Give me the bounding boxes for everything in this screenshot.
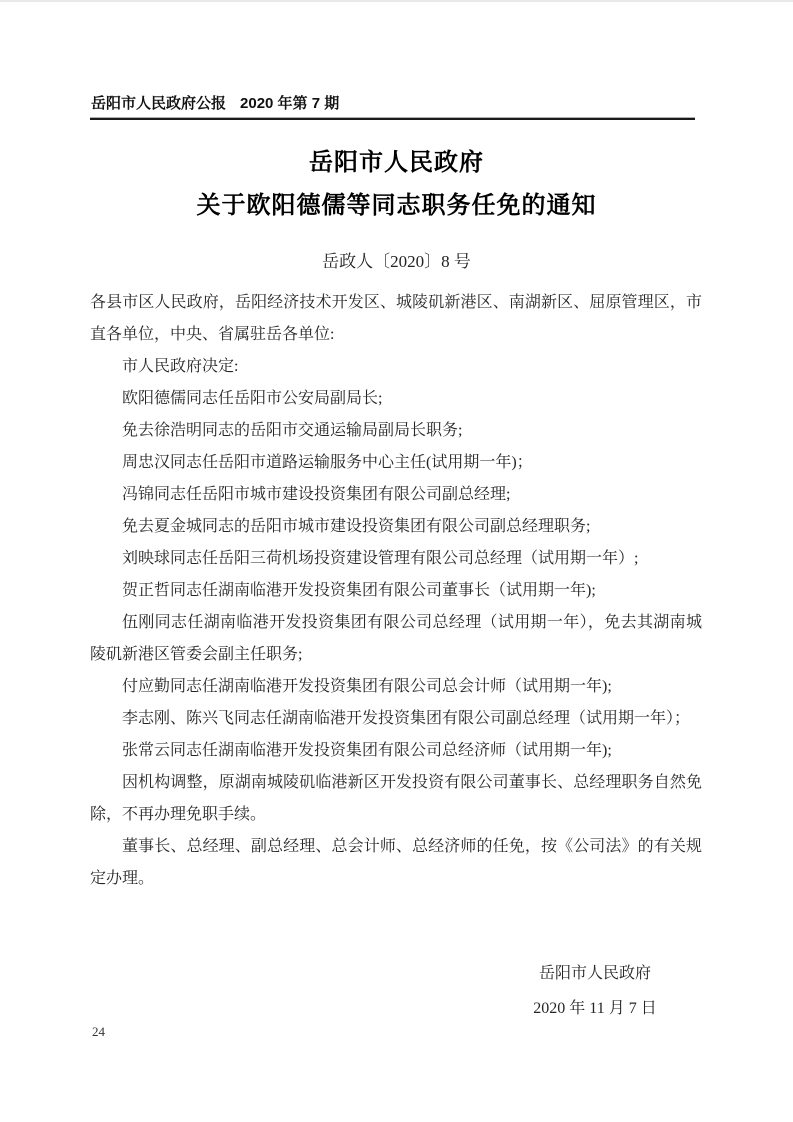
body-paragraph-appointment: 伍刚同志任湖南临港开发投资集团有限公司总经理（试用期一年），免去其湖南城陵矶新港区管委会副主任职务; bbox=[90, 614, 702, 663]
body-paragraph-appointment: 贺正哲同志任湖南临港开发投资集团有限公司董事长（试用期一年); bbox=[122, 582, 596, 599]
signature-block bbox=[470, 958, 720, 1025]
body-paragraph-appointment: 刘映球同志任岳阳三荷机场投资建设管理有限公司总经理（试用期一年）; bbox=[122, 550, 639, 567]
body-paragraph-appointment: 免去夏金城同志的岳阳市城市建设投资集团有限公司副总经理职务; bbox=[122, 518, 591, 535]
document-title-line1: 岳阳市人民政府 bbox=[309, 150, 484, 176]
body-paragraph-appointment: 李志刚、陈兴飞同志任湖南临港开发投资集团有限公司副总经理（试用期一年）； bbox=[122, 710, 691, 727]
body-paragraph-adjustment-note: 因机构调整，原湖南城陵矶临港新区开发投资有限公司董事长、总经理职务自然免除，不再办理免职手续。 bbox=[90, 774, 702, 823]
body-paragraph-appointment: 张常云同志任湖南临港开发投资集团有限公司总经济师（试用期一年); bbox=[122, 742, 612, 759]
page-number: 24 bbox=[92, 1024, 105, 1039]
gazette-issue: 2020 年第 7 期 bbox=[240, 95, 340, 112]
document-title bbox=[0, 142, 793, 228]
document-title-line2: 关于欧阳德儒等同志职务任免的通知 bbox=[196, 193, 597, 219]
document-body bbox=[90, 287, 702, 895]
document-number: 岳政人〔2020〕8 号 bbox=[322, 252, 471, 271]
signature-date: 2020 年 11 月 7 日 bbox=[533, 1000, 657, 1017]
body-paragraph-appointment: 免去徐浩明同志的岳阳市交通运输局副局长职务; bbox=[122, 422, 463, 439]
page-header bbox=[91, 95, 339, 112]
body-paragraph-appointment: 冯锦同志任岳阳市城市建设投资集团有限公司副总经理; bbox=[122, 486, 511, 503]
body-paragraph-company-law-note: 董事长、总经理、副总经理、总会计师、总经济师的任免，按《公司法》的有关规定办理。 bbox=[90, 838, 702, 887]
body-paragraph-decision: 市人民政府决定: bbox=[122, 358, 239, 375]
gazette-title: 岳阳市人民政府公报 bbox=[91, 95, 227, 112]
body-paragraph-appointment: 付应勤同志任湖南临港开发投资集团有限公司总会计师（试用期一年); bbox=[122, 678, 612, 695]
scan-edge-artifact bbox=[0, 0, 793, 2]
body-paragraph-appointment: 周忠汉同志任岳阳市道路运输服务中心主任(试用期一年)； bbox=[122, 454, 533, 471]
header-divider-rule bbox=[90, 117, 695, 120]
body-paragraph-appointment: 欧阳德儒同志任岳阳市公安局副局长; bbox=[122, 390, 383, 407]
signature-issuer: 岳阳市人民政府 bbox=[538, 965, 651, 982]
body-paragraph-addressees: 各县市区人民政府，岳阳经济技术开发区、城陵矶新港区、南湖新区、屈原管理区，市直各单位，中央、省属驻岳各单位: bbox=[90, 294, 702, 343]
